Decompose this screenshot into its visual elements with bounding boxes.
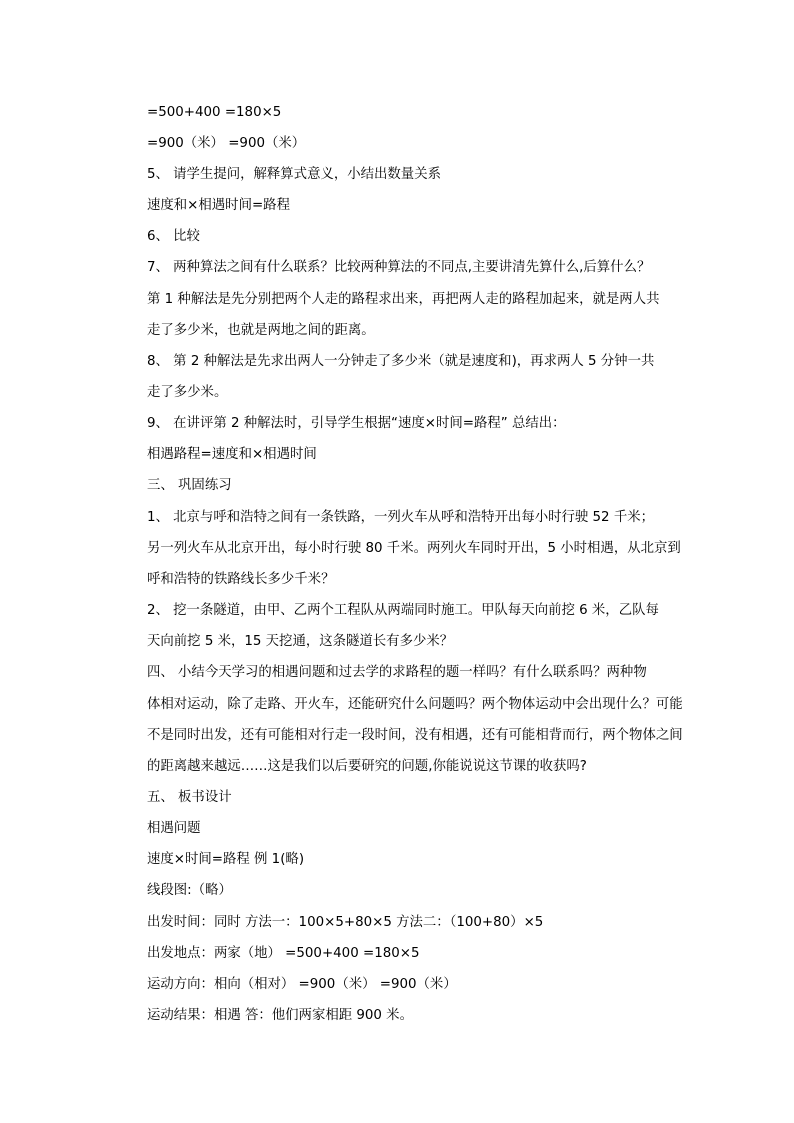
board-direction: 运动方向：相向（相对） =900（米） =900（米） [147,977,457,992]
formula-summary: 相遇路程=速度和×相遇时间 [147,447,317,462]
section-4-line-4: 的距离越来越远……这是我们以后要研究的问题,你能说说这节课的收获吗? [147,759,587,774]
item-9: 9、 在讲评第 2 种解法时，引导学生根据“速度×时间=路程” 总结出： [147,416,566,431]
board-diagram: 线段图:（略） [147,883,232,898]
section-4-line-2: 体相对运动，除了走路、开火车，还能研究什么问题吗？两个物体运动中会出现什么？可能 [147,697,683,712]
section-4-line-1: 四、 小结今天学习的相遇问题和过去学的求路程的题一样吗？有什么联系吗？两种物 [147,665,647,680]
exercise-2-line-2: 天向前挖 5 米，15 天挖通，这条隧道长有多少米？ [147,634,454,649]
board-result: 运动结果：相遇 答：他们两家相距 900 米。 [147,1008,413,1023]
exercise-1-line-1: 1、 北京与呼和浩特之间有一条铁路，一列火车从呼和浩特开出每小时行驶 52 千米； [147,510,654,525]
item-6: 6、 比较 [147,229,200,244]
calc-line-1: =500+400 =180×5 [147,105,282,120]
board-title: 相遇问题 [147,821,201,836]
exercise-2-line-1: 2、 挖一条隧道，由甲、乙两个工程队从两端同时施工。甲队每天向前挖 6 米，乙队每 [147,603,659,618]
board-start-place: 出发地点：两家（地） =500+400 =180×5 [147,946,420,961]
exercise-1-line-2: 另一列火车从北京开出，每小时行驶 80 千米。两列火车同时开出，5 小时相遇，从北京到 [147,541,681,556]
board-start-time: 出发时间：同时 方法一：100×5+80×5 方法二：（100+80）×5 [147,915,544,930]
exercise-1-line-3: 呼和浩特的铁路线长多少千米？ [147,572,335,587]
section-5-heading: 五、 板书设计 [147,790,232,805]
method-1-line-2: 走了多少米，也就是两地之间的距离。 [147,323,375,338]
method-1-line-1: 第 1 种解法是先分别把两个人走的路程求出来，再把两人走的路程加起来，就是两人共 [147,292,660,307]
section-4-line-3: 不是同时出发，还有可能相对行走一段时间，没有相遇，还有可能相背而行，两个物体之间 [147,728,683,743]
calc-line-2: =900（米） =900（米） [147,136,306,151]
item-8-line-2: 走了多少米。 [147,385,228,400]
section-3-heading: 三、 巩固练习 [147,478,232,493]
item-7: 7、 两种算法之间有什么联系？比较两种算法的不同点,主要讲清先算什么,后算什么？ [147,260,651,275]
board-formula: 速度×时间=路程 例 1(略) [147,852,305,867]
formula-line: 速度和×相遇时间=路程 [147,198,290,213]
item-8-line-1: 8、 第 2 种解法是先求出两人一分钟走了多少米（就是速度和)，再求两人 5 分钟一共 [147,354,655,369]
item-5: 5、 请学生提问，解释算式意义，小结出数量关系 [147,167,441,182]
